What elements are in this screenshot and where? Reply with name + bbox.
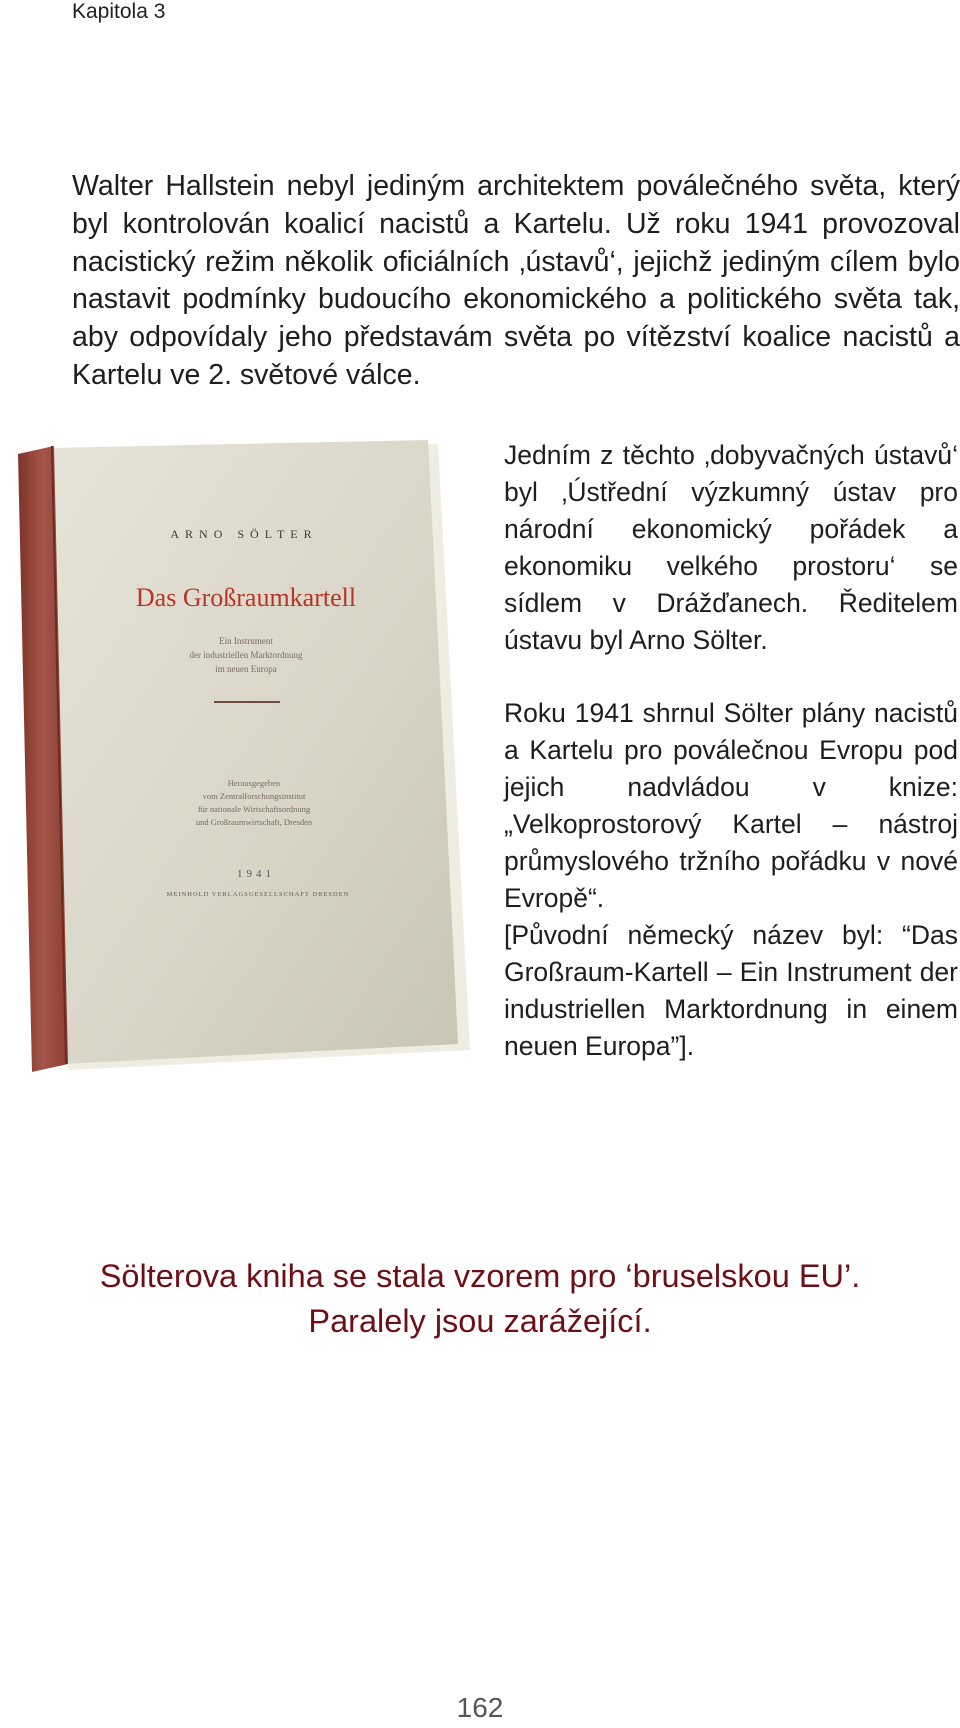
side-paragraph: Jedním z těchto ‚dobyvačných ústavů‘ byl ‚Ústřední výzkumný ústav pro národní ekonomický pořádek a ekonomiku velkého prostoru‘ se sídlem v Drážďanech. Ředitelem ústavu byl Arno Sölter.	[504, 440, 958, 655]
book-subtitle-line: im neuen Europa	[215, 664, 277, 674]
highlight-quote	[0, 1254, 960, 1344]
page-number: 162	[456, 1692, 504, 1723]
book-year: 1941	[237, 868, 275, 880]
side-paragraph: Roku 1941 shrnul Sölter plány nacistů a Kartelu pro poválečnou Evropu pod jejich nadvládou v knize: „Velkoprostorový Kartel – nástroj průmyslového tržního pořádku v nové Evropě“.	[504, 698, 958, 913]
book-publisher-line: vom Zentralforschungsinstitut	[202, 791, 306, 801]
book-publisher-line: Herausgegeben	[227, 778, 281, 788]
book-publisher-line: für nationale Wirtschaftsordnung	[197, 804, 311, 814]
book-title: Das Großraumkartell	[135, 583, 357, 612]
book-subtitle-line: der industriellen Marktordnung	[189, 650, 303, 660]
book-author: ARNO SÖLTER	[170, 527, 318, 541]
chapter-header: Kapitola 3	[72, 0, 166, 23]
book-cover-image	[18, 440, 484, 1072]
highlight-line: Sölterova kniha se stala vzorem pro ‘bruselskou EU’.	[99, 1258, 861, 1294]
book-publisher-line: und Großraumwirtschaft, Dresden	[195, 817, 313, 827]
side-paragraph: [Původní německý název byl: “Das Großraum-Kartell – Ein Instrument der industriellen Marktordnung in einem neuen Europa”].	[504, 920, 958, 1061]
book-subtitle-line: Ein Instrument	[219, 636, 273, 646]
book-imprint: MEINHOLD VERLAGSGESELLSCHAFT DRESDEN	[166, 891, 350, 898]
side-text-column	[504, 437, 958, 1065]
highlight-line: Paralely jsou zarážející.	[308, 1303, 652, 1339]
intro-paragraph: Walter Hallstein nebyl jediným architektem poválečného světa, který byl kontrolován koalicí nacistů a Kartelu. Už roku 1941 provozoval nacistický režim několik oficiálních ‚ústavů‘, jejichž jediným cílem bylo nastavit podmínky budoucího ekonomického a politického světa tak, aby odpovídaly jeho představám světa po vítězství koalice nacistů a Kartelu ve 2. světové válce.	[72, 170, 960, 391]
